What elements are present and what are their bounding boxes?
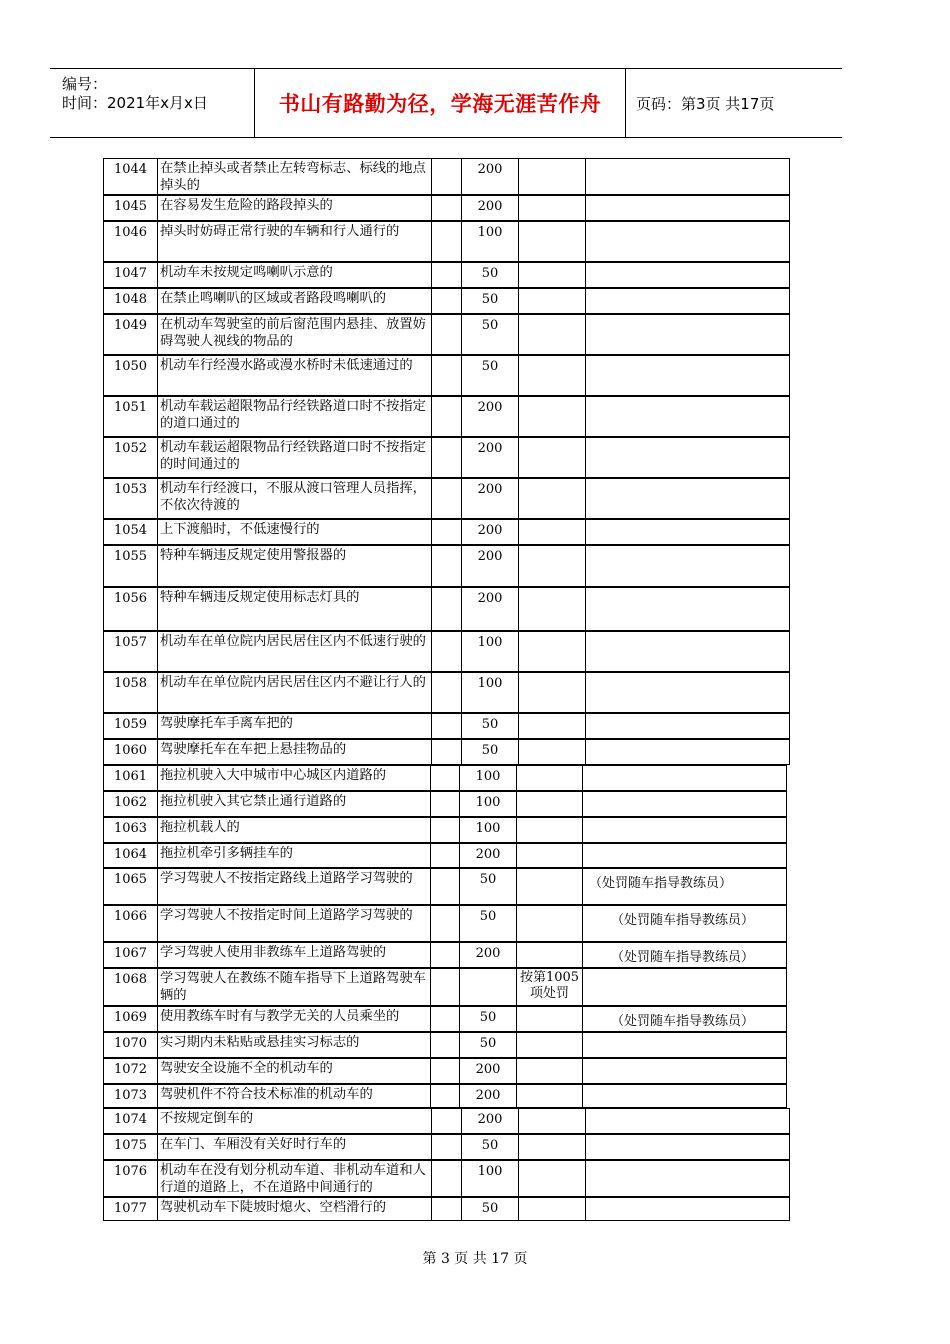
blank-cell — [431, 262, 462, 288]
blank-cell — [431, 396, 462, 437]
note-cell — [582, 968, 787, 1006]
blank-cell — [431, 713, 462, 739]
blank-cell — [431, 1134, 462, 1160]
extra-cell — [518, 1108, 586, 1134]
table-row — [0, 221, 950, 262]
table-row — [0, 262, 950, 288]
table-row — [0, 942, 950, 968]
header-meta — [50, 69, 255, 137]
blank-cell — [430, 1032, 460, 1058]
violation-description: 拖拉机牵引多辆挂车的 — [157, 843, 431, 868]
extra-cell — [518, 739, 586, 765]
fine-amount: 200 — [459, 942, 517, 968]
violation-description: 在禁止鸣喇叭的区域或者路段鸣喇叭的 — [157, 288, 432, 314]
note-cell: （处罚随车指导教练员） — [582, 942, 787, 968]
blank-cell — [431, 437, 462, 478]
violation-description: 使用教练车时有与教学无关的人员乘坐的 — [157, 1006, 431, 1032]
header-slogan — [255, 69, 626, 137]
note-cell — [585, 221, 790, 262]
violation-description: 驾驶安全设施不全的机动车的 — [157, 1058, 431, 1084]
blank-cell — [431, 314, 462, 355]
violation-code: 1058 — [103, 672, 158, 713]
table-row — [0, 905, 950, 942]
violation-code: 1075 — [103, 1134, 158, 1160]
extra-cell — [518, 587, 586, 631]
fine-amount: 50 — [459, 1032, 517, 1058]
violation-code: 1076 — [103, 1160, 158, 1197]
violation-code: 1069 — [103, 1006, 158, 1032]
violation-code: 1061 — [103, 765, 158, 791]
fine-amount: 200 — [461, 519, 519, 545]
table-row — [0, 713, 950, 739]
violation-code: 1052 — [103, 437, 158, 478]
violation-description: 拖拉机驶入大中城市中心城区内道路的 — [157, 765, 431, 791]
fine-amount: 200 — [459, 843, 517, 868]
note-cell — [585, 1197, 790, 1221]
extra-cell — [518, 396, 586, 437]
table-row — [0, 843, 950, 868]
extra-cell — [518, 221, 586, 262]
note-cell — [585, 672, 790, 713]
blank-cell — [431, 355, 462, 396]
violation-code: 1054 — [103, 519, 158, 545]
extra-cell — [518, 1134, 586, 1160]
fine-amount: 50 — [459, 868, 517, 905]
blank-cell — [431, 631, 462, 672]
table-row — [0, 672, 950, 713]
extra-cell — [518, 195, 586, 221]
table-row — [0, 1032, 950, 1058]
violation-description: 特种车辆违反规定使用标志灯具的 — [157, 587, 432, 631]
blank-cell — [431, 545, 462, 587]
extra-cell — [518, 1160, 586, 1197]
extra-cell — [518, 631, 586, 672]
blank-cell — [430, 868, 460, 905]
violation-description: 学习驾驶人不按指定路线上道路学习驾驶的 — [157, 868, 431, 905]
extra-cell — [516, 791, 583, 817]
extra-cell — [518, 158, 586, 195]
note-cell — [585, 1134, 790, 1160]
note-cell — [582, 791, 787, 817]
violation-code: 1055 — [103, 545, 158, 587]
fine-amount: 50 — [461, 262, 519, 288]
violation-code: 1067 — [103, 942, 158, 968]
note-cell — [585, 739, 790, 765]
fine-amount: 200 — [461, 396, 519, 437]
note-cell — [582, 1058, 787, 1084]
extra-cell — [516, 1058, 583, 1084]
violation-description: 机动车载运超限物品行经铁路道口时不按指定的时间通过的 — [157, 437, 432, 478]
doc-number-label: 编号： — [62, 75, 108, 93]
table-row — [0, 288, 950, 314]
extra-cell — [516, 1032, 583, 1058]
table-row — [0, 314, 950, 355]
fine-amount: 100 — [459, 765, 517, 791]
fine-amount: 200 — [461, 158, 519, 195]
violation-code: 1077 — [103, 1197, 158, 1221]
violation-description: 机动车在单位院内居民居住区内不低速行驶的 — [157, 631, 432, 672]
fine-amount: 200 — [461, 587, 519, 631]
note-cell — [585, 314, 790, 355]
note-cell: （处罚随车指导教练员） — [582, 1006, 787, 1032]
fine-amount: 50 — [461, 355, 519, 396]
violation-code: 1046 — [103, 221, 158, 262]
violation-description: 在容易发生危险的路段掉头的 — [157, 195, 432, 221]
extra-cell — [516, 843, 583, 868]
fine-amount: 200 — [461, 1108, 519, 1134]
violation-code: 1070 — [103, 1032, 158, 1058]
violation-description: 拖拉机驶入其它禁止通行道路的 — [157, 791, 431, 817]
violation-description: 在禁止掉头或者禁止左转弯标志、标线的地点掉头的 — [157, 158, 432, 195]
note-cell — [585, 587, 790, 631]
note-cell: （处罚随车指导教练员） — [582, 868, 787, 905]
violation-description: 机动车载运超限物品行经铁路道口时不按指定的道口通过的 — [157, 396, 432, 437]
blank-cell — [430, 843, 460, 868]
violation-description: 驾驶机件不符合技术标准的机动车的 — [157, 1084, 431, 1108]
fine-amount: 50 — [461, 1134, 519, 1160]
fine-amount: 200 — [461, 545, 519, 587]
fine-amount: 50 — [459, 905, 517, 942]
blank-cell — [430, 765, 460, 791]
note-cell — [585, 288, 790, 314]
extra-cell — [518, 478, 586, 519]
violation-code: 1063 — [103, 817, 158, 843]
violation-code: 1049 — [103, 314, 158, 355]
fine-amount: 50 — [461, 739, 519, 765]
violation-code: 1062 — [103, 791, 158, 817]
table-row — [0, 791, 950, 817]
violation-code: 1066 — [103, 905, 158, 942]
note-cell — [585, 262, 790, 288]
violation-description: 拖拉机载人的 — [157, 817, 431, 843]
table-row — [0, 1058, 950, 1084]
table-row — [0, 968, 950, 1006]
note-cell — [582, 1084, 787, 1108]
violation-description: 驾驶摩托车手离车把的 — [157, 713, 432, 739]
violation-description: 机动车在单位院内居民居住区内不避让行人的 — [157, 672, 432, 713]
blank-cell — [431, 1197, 462, 1221]
table-row — [0, 355, 950, 396]
violation-code: 1068 — [103, 968, 158, 1006]
violation-description: 在车门、车厢没有关好时行车的 — [157, 1134, 432, 1160]
violation-code: 1074 — [103, 1108, 158, 1134]
extra-cell — [518, 262, 586, 288]
note-cell — [585, 545, 790, 587]
violation-code: 1050 — [103, 355, 158, 396]
violation-code: 1048 — [103, 288, 158, 314]
fine-amount: 100 — [459, 791, 517, 817]
extra-cell — [516, 1006, 583, 1032]
note-cell — [582, 765, 787, 791]
page-info-text: 页码：第3页 共17页 — [636, 94, 775, 113]
blank-cell — [431, 519, 462, 545]
extra-cell — [518, 1197, 586, 1221]
violation-description: 机动车行经渡口，不服从渡口管理人员指挥，不依次待渡的 — [157, 478, 432, 519]
extra-cell — [518, 314, 586, 355]
violation-description: 机动车未按规定鸣喇叭示意的 — [157, 262, 432, 288]
table-row — [0, 195, 950, 221]
table-row — [0, 396, 950, 437]
violation-description: 学习驾驶人使用非教练车上道路驾驶的 — [157, 942, 431, 968]
table-row — [0, 1134, 950, 1160]
fine-amount: 50 — [461, 713, 519, 739]
violation-code: 1047 — [103, 262, 158, 288]
table-row — [0, 437, 950, 478]
note-cell — [585, 1108, 790, 1134]
blank-cell — [430, 817, 460, 843]
violation-code: 1073 — [103, 1084, 158, 1108]
violation-description: 驾驶摩托车在车把上悬挂物品的 — [157, 739, 432, 765]
page-header — [50, 68, 842, 138]
violation-code: 1045 — [103, 195, 158, 221]
violation-code: 1057 — [103, 631, 158, 672]
blank-cell — [431, 478, 462, 519]
fine-amount: 50 — [461, 1197, 519, 1221]
note-cell — [585, 478, 790, 519]
table-row — [0, 478, 950, 519]
fine-amount: 200 — [461, 478, 519, 519]
blank-cell — [431, 158, 462, 195]
fine-amount: 50 — [461, 314, 519, 355]
table-row — [0, 765, 950, 791]
violation-description: 在机动车驾驶室的前后窗范围内悬挂、放置妨碍驾驶人视线的物品的 — [157, 314, 432, 355]
violation-description: 驾驶机动车下陡坡时熄火、空档滑行的 — [157, 1197, 432, 1221]
fine-amount: 100 — [461, 1160, 519, 1197]
fine-amount: 50 — [461, 288, 519, 314]
violation-description: 特种车辆违反规定使用警报器的 — [157, 545, 432, 587]
violation-code: 1053 — [103, 478, 158, 519]
note-cell — [582, 1032, 787, 1058]
violation-description: 机动车行经漫水路或漫水桥时未低速通过的 — [157, 355, 432, 396]
blank-cell — [430, 791, 460, 817]
blank-cell — [431, 195, 462, 221]
fine-amount: 100 — [459, 817, 517, 843]
note-cell — [585, 195, 790, 221]
violation-code: 1065 — [103, 868, 158, 905]
extra-cell — [518, 713, 586, 739]
table-row — [0, 868, 950, 905]
extra-cell — [518, 437, 586, 478]
fine-amount: 100 — [461, 631, 519, 672]
note-cell — [585, 1160, 790, 1197]
slogan-text: 书山有路勤为径，学海无涯苦作舟 — [278, 92, 602, 116]
note-cell — [585, 158, 790, 195]
blank-cell — [431, 288, 462, 314]
table-row — [0, 1160, 950, 1197]
blank-cell — [430, 1006, 460, 1032]
violation-code: 1064 — [103, 843, 158, 868]
table-row — [0, 519, 950, 545]
violation-description: 学习驾驶人在教练不随车指导下上道路驾驶车辆的 — [157, 968, 431, 1006]
violation-code: 1060 — [103, 739, 158, 765]
violation-code: 1072 — [103, 1058, 158, 1084]
note-cell — [585, 355, 790, 396]
violation-description: 实习期内未粘贴或悬挂实习标志的 — [157, 1032, 431, 1058]
doc-date: 时间：2021年x月x日 — [62, 94, 208, 112]
note-cell — [582, 843, 787, 868]
violation-description: 学习驾驶人不按指定时间上道路学习驾驶的 — [157, 905, 431, 942]
blank-cell — [431, 587, 462, 631]
violation-description: 上下渡船时，不低速慢行的 — [157, 519, 432, 545]
table-row — [0, 1108, 950, 1134]
page-footer: 第 3 页 共 17 页 — [422, 1251, 528, 1267]
extra-cell — [516, 817, 583, 843]
note-cell — [585, 713, 790, 739]
blank-cell — [430, 1084, 460, 1108]
table-row — [0, 817, 950, 843]
extra-cell — [516, 905, 583, 942]
table-row — [0, 739, 950, 765]
fine-amount: 200 — [459, 1084, 517, 1108]
table-row — [0, 587, 950, 631]
note-cell — [585, 631, 790, 672]
table-row — [0, 1084, 950, 1108]
note-cell — [585, 519, 790, 545]
fine-amount: 200 — [461, 437, 519, 478]
note-cell — [585, 437, 790, 478]
violation-code: 1056 — [103, 587, 158, 631]
header-page-info — [626, 69, 842, 137]
extra-cell — [516, 942, 583, 968]
violation-description: 掉头时妨碍正常行驶的车辆和行人通行的 — [157, 221, 432, 262]
blank-cell — [431, 672, 462, 713]
table-row — [0, 1006, 950, 1032]
extra-cell: 按第1005项处罚 — [516, 968, 583, 1006]
extra-cell — [518, 545, 586, 587]
extra-cell — [518, 288, 586, 314]
violation-code: 1044 — [103, 158, 158, 195]
note-cell — [585, 396, 790, 437]
blank-cell — [431, 221, 462, 262]
extra-cell — [516, 1084, 583, 1108]
extra-cell — [518, 355, 586, 396]
extra-cell — [518, 519, 586, 545]
fine-amount: 100 — [461, 672, 519, 713]
violation-description: 不按规定倒车的 — [157, 1108, 432, 1134]
violation-code: 1051 — [103, 396, 158, 437]
blank-cell — [431, 1160, 462, 1197]
fine-amount: 200 — [461, 195, 519, 221]
fine-amount: 100 — [461, 221, 519, 262]
table-row — [0, 1197, 950, 1221]
violation-code: 1059 — [103, 713, 158, 739]
extra-cell — [516, 868, 583, 905]
blank-cell — [431, 739, 462, 765]
extra-cell — [518, 672, 586, 713]
note-cell: （处罚随车指导教练员） — [582, 905, 787, 942]
blank-cell — [430, 1058, 460, 1084]
table-row — [0, 158, 950, 195]
extra-cell — [516, 765, 583, 791]
table-row — [0, 631, 950, 672]
note-cell — [582, 817, 787, 843]
table-row — [0, 545, 950, 587]
blank-cell — [430, 905, 460, 942]
blank-cell — [430, 968, 460, 1006]
violation-description: 机动车在没有划分机动车道、非机动车道和人行道的道路上，不在道路中间通行的 — [157, 1160, 432, 1197]
blank-cell — [430, 942, 460, 968]
fine-amount: 50 — [459, 1006, 517, 1032]
blank-cell — [431, 1108, 462, 1134]
fine-amount: 200 — [459, 1058, 517, 1084]
fine-amount — [459, 968, 517, 1006]
